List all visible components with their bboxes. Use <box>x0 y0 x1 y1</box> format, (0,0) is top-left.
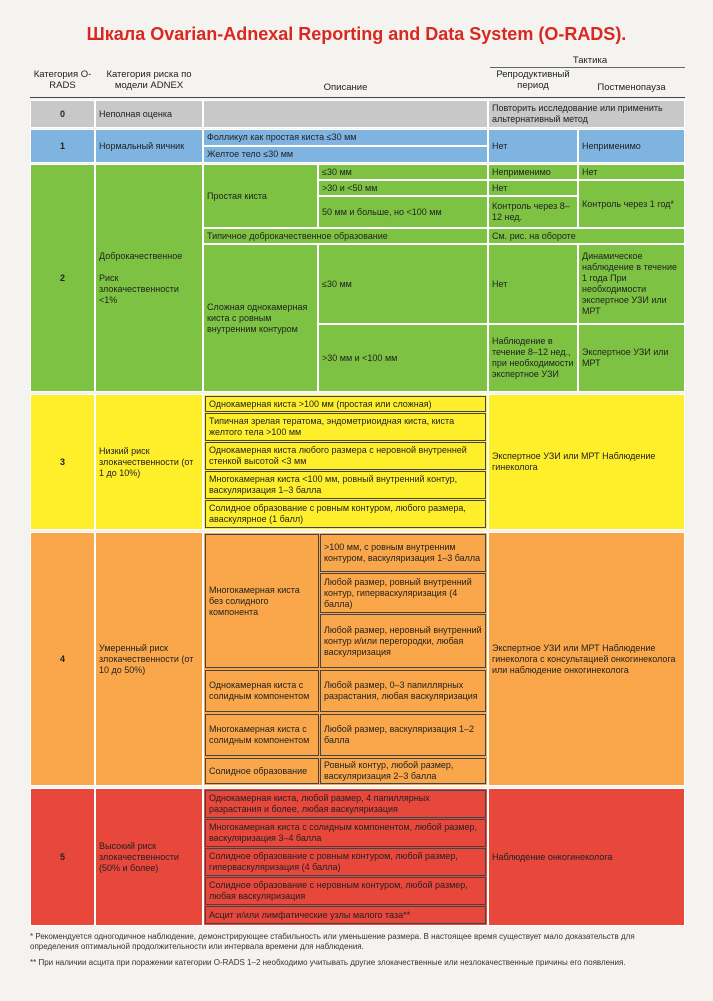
row2-complex-cyst: Сложная однокамерная киста с ровным внутренним контуром <box>203 244 318 392</box>
row2-typical-action: См. рис. на обороте <box>488 228 685 244</box>
row1-desc-follicle: Фолликул как простая киста ≤30 мм <box>203 129 488 146</box>
row2-s3-repro: Контроль через 8–12 нед. <box>488 196 578 228</box>
row4-group1: Многокамерная киста без солидного компонента <box>205 534 319 668</box>
row5-action: Наблюдение онкогинеколога <box>488 788 685 926</box>
row4-group1-c: Любой размер, неровный внутренний контур и/или перегородки, любая васкуляризация <box>320 614 486 668</box>
row4-group3: Многокамерная киста с солидным компонентом <box>205 714 319 756</box>
row2-typical: Типичное доброкачественное образование <box>203 228 488 244</box>
row5-desc-4: Солидное образование с неровным контуром, любой размер, любая васкуляризация <box>205 877 486 905</box>
header-risk: Категория риска по модели ADNEX <box>106 69 192 91</box>
row4-risk: Умеренный риск злокачественности (от 10 до 50%) <box>95 532 203 786</box>
row2-risk: Доброкачественное Риск злокачественности <1% <box>95 164 203 392</box>
row2-category: 2 <box>30 164 95 392</box>
row2-s1-repro: Неприменимо <box>488 164 578 180</box>
row2-c1-post: Динамическое наблюдение в течение 1 года При необходимости экспертное УЗИ или МРТ <box>578 244 685 324</box>
header-description: Описание <box>323 82 368 93</box>
row4-action: Экспертное УЗИ или МРТ Наблюдение гинеколога с консультацией онкогинеколога или наблюдение онкогинеколога <box>488 532 685 786</box>
row1-risk: Нормальный яичник <box>95 129 203 163</box>
row0-category: 0 <box>30 100 95 128</box>
row2-simple-size1: ≤30 мм <box>318 164 488 180</box>
row4-group3-a: Любой размер, васкуляризация 1–2 балла <box>320 714 486 756</box>
header-tactic-line <box>490 67 685 68</box>
row2-c2-post: Экспертное УЗИ или МРТ <box>578 324 685 392</box>
row1-category: 1 <box>30 129 95 163</box>
row3-action: Экспертное УЗИ или МРТ Наблюдение гинеколога <box>488 394 685 530</box>
row2-simple-size2: >30 и <50 мм <box>318 180 488 196</box>
page-title: Шкала Ovarian-Adnexal Reporting and Data System (O-RADS). <box>86 24 627 44</box>
row4-group4-a: Ровный контур, любой размер, васкуляризация 2–3 балла <box>320 758 486 784</box>
footnote-1: * Рекомендуется одногодичное наблюдение, демонстрирующее стабильность или уменьшение размера. В настоящее время существует мало доказательств для определения оптимальной продолжительности или интервала времени для наблюдения. <box>30 932 635 951</box>
row3-desc-1: Однокамерная киста >100 мм (простая или сложная) <box>205 396 486 412</box>
row0-description <box>203 100 488 128</box>
row4-group1-b: Любой размер, ровный внутренний контур, гиперваскуляризация (4 балла) <box>320 573 486 613</box>
row5-risk: Высокий риск злокачественности (50% и более) <box>95 788 203 926</box>
row1-repro: Нет <box>488 129 578 163</box>
row2-s1-post: Нет <box>578 164 685 180</box>
row4-group2: Однокамерная киста с солидным компонентом <box>205 670 319 712</box>
row2-c2-repro: Наблюдение в течение 8–12 нед., при необходимости экспертное УЗИ <box>488 324 578 392</box>
row3-risk: Низкий риск злокачественности (от 1 до 10%) <box>95 394 203 530</box>
header-bottom-line <box>30 97 685 98</box>
row4-group1-a: >100 мм, с ровным внутренним контуром, васкуляризация 1–3 балла <box>320 534 486 572</box>
row1-post: Неприменимо <box>578 129 685 163</box>
row2-complex-size1: ≤30 мм <box>318 244 488 324</box>
row3-desc-2: Типичная зрелая тератома, эндометриоидная киста, киста желтого тела >100 мм <box>205 413 486 441</box>
row3-category: 3 <box>30 394 95 530</box>
header-tactic: Тактика <box>572 55 608 66</box>
row4-group4: Солидное образование <box>205 758 319 784</box>
row2-simple-post: Контроль через 1 год* <box>578 180 685 228</box>
row5-desc-2: Многокамерная киста с солидным компонентом, любой размер, васкуляризация 3–4 балла <box>205 819 486 847</box>
row5-desc-5: Асцит и/или лимфатические узлы малого таза** <box>205 906 486 924</box>
row0-action: Повторить исследование или применить альтернативный метод <box>488 100 685 128</box>
row3-desc-4: Многокамерная киста <100 мм, ровный внутренний контур, васкуляризация 1–3 балла <box>205 471 486 499</box>
row4-category: 4 <box>30 532 95 786</box>
header-reproductive: Репродуктивный период <box>496 69 570 91</box>
row2-s2-repro: Нет <box>488 180 578 196</box>
row2-complex-size2: >30 мм и <100 мм <box>318 324 488 392</box>
header-category: Категория O-RADS <box>33 69 92 91</box>
row0-risk: Неполная оценка <box>95 100 203 128</box>
row2-c1-repro: Нет <box>488 244 578 324</box>
row5-desc-1: Однокамерная киста, любой размер, 4 папиллярных разрастания и более, любая васкуляризация <box>205 790 486 818</box>
row5-category: 5 <box>30 788 95 926</box>
row4-group2-a: Любой размер, 0–3 папиллярных разрастания, любая васкуляризация <box>320 670 486 712</box>
row5-desc-3: Солидное образование с ровным контуром, любой размер, гиперваскуляризация (4 балла) <box>205 848 486 876</box>
row3-desc-3: Однокамерная киста любого размера с неровной внутренней стенкой высотой <3 мм <box>205 442 486 470</box>
footnote-2: ** При наличии асцита при поражении категории O-RADS 1–2 необходимо учитывать другие злокачественные или незлокачественные причины его появления. <box>30 958 626 967</box>
row1-desc-corpus: Желтое тело ≤30 мм <box>203 146 488 163</box>
row2-simple-cyst: Простая киста <box>203 164 318 228</box>
header-postmenopause: Постменопауза <box>597 82 666 93</box>
row2-simple-size3: 50 мм и больше, но <100 мм <box>318 196 488 228</box>
row3-desc-5: Солидное образование с ровным контуром, любого размера, аваскулярное (1 балл) <box>205 500 486 528</box>
